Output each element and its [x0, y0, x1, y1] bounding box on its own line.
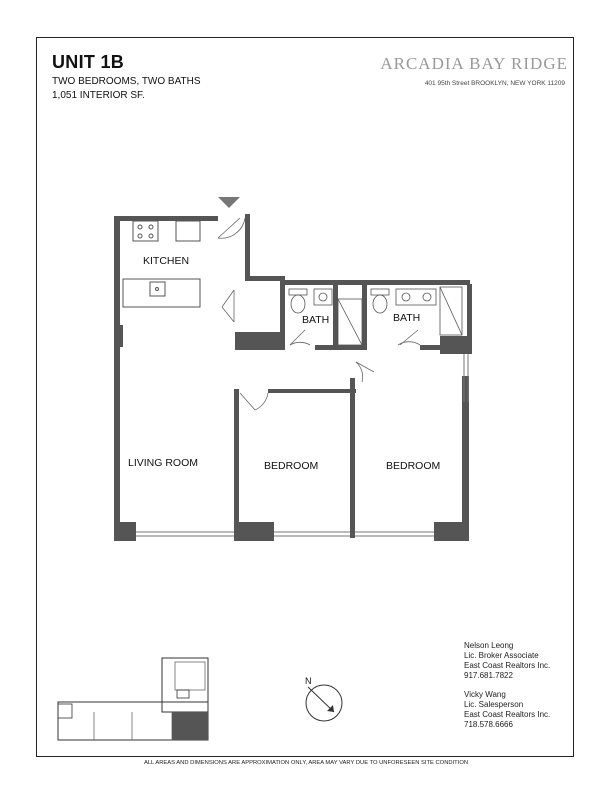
compass-north-label: N: [305, 676, 312, 686]
agent-company: East Coast Realtors Inc.: [464, 661, 551, 670]
agent-title: Lic. Broker Associate: [464, 651, 539, 660]
agent-phone: 917.681.7822: [464, 671, 513, 680]
compass-icon: [306, 685, 342, 721]
agent-name: Nelson Leong: [464, 641, 514, 650]
key-plan: [58, 658, 208, 740]
agent-1: [464, 641, 550, 681]
agent-company: East Coast Realtors Inc.: [464, 710, 551, 719]
disclaimer: ALL AREAS AND DIMENSIONS ARE APPROXIMATION ONLY, AREA MAY VARY DUE TO UNFORESEEN SITE CONDITION: [143, 760, 469, 766]
living-room-label: LIVING ROOM: [128, 457, 199, 469]
bath-1-label: BATH: [302, 314, 330, 326]
agent-phone: 718.578.6666: [464, 720, 513, 729]
bath-2-label: BATH: [393, 312, 421, 324]
bedroom-2-label: BEDROOM: [386, 460, 441, 472]
windows: [136, 354, 468, 536]
brand-name: ARCADIA BAY RIDGE: [380, 54, 568, 73]
unit-rooms: TWO BEDROOMS, TWO BATHS: [52, 76, 201, 87]
kitchen-label: KITCHEN: [143, 255, 190, 267]
brand-address: 401 95th Street BROOKLYN, NEW YORK 11209: [424, 80, 565, 87]
agent-2: [464, 690, 550, 730]
unit-title: UNIT 1B: [52, 52, 125, 72]
bedroom-1-label: BEDROOM: [264, 460, 319, 472]
entry-arrow-icon: [218, 197, 240, 208]
unit-area: 1,051 INTERIOR SF.: [52, 90, 145, 101]
agent-name: Vicky Wang: [464, 690, 506, 699]
agent-title: Lic. Salesperson: [464, 700, 524, 709]
